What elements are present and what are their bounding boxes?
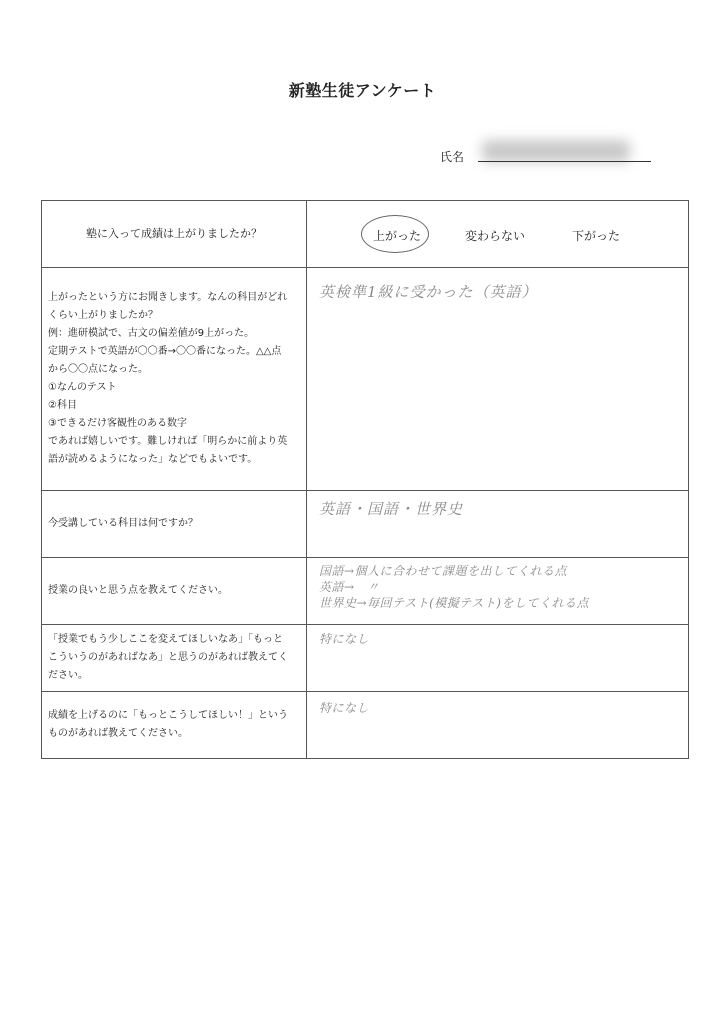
handwritten-answer: 特になし — [319, 701, 370, 715]
answer-current-subjects — [307, 491, 689, 558]
question-good-points: 授業の良いと思う点を教えてください。 — [42, 558, 307, 625]
answer-good-points — [307, 558, 689, 625]
choice-no-change[interactable]: 変わらない — [465, 229, 526, 243]
choice-went-up[interactable]: 上がった — [373, 229, 422, 243]
name-field-line — [478, 161, 651, 162]
question-grades-improved: 塾に入って成績は上がりましたか？ — [42, 201, 307, 268]
survey-row-changes — [42, 625, 689, 692]
choice-went-down[interactable]: 下がった — [572, 229, 621, 243]
survey-row-subjects — [42, 491, 689, 558]
name-label: 氏名 — [440, 150, 465, 164]
survey-row-requests — [42, 692, 689, 759]
survey-row-good-points — [42, 558, 689, 625]
survey-row-details — [42, 268, 689, 491]
question-desired-changes: 「授業でもう少しここを変えてほしいなあ」「もっと こういうのがあればなあ」と思うのがあれば教えてく ださい。 — [42, 625, 307, 692]
handwritten-answer: 英検準1級に受かった（英語） — [319, 283, 538, 301]
survey-row-grades — [42, 201, 689, 268]
handwritten-answer: 特になし — [319, 632, 370, 646]
question-improvement-requests: 成績を上げるのに「もっとこうしてほしい！」という ものがあれば教えてください。 — [42, 692, 307, 759]
question-current-subjects: 今受講している科目は何ですか？ — [42, 491, 307, 558]
redacted-name — [482, 140, 630, 162]
answer-choices — [307, 201, 689, 268]
answer-improvement-requests — [307, 692, 689, 759]
answer-desired-changes — [307, 625, 689, 692]
page-title: 新塾生徒アンケート — [288, 81, 437, 100]
survey-table — [41, 200, 689, 759]
answer-improvement-details — [307, 268, 689, 491]
handwritten-answer: 英語・国語・世界史 — [319, 500, 464, 518]
handwritten-answer: 国語→個人に合わせて課題を出してくれる点 英語→ 〃 世界史→毎回テスト(模擬テスト)をしてくれる点 — [319, 564, 589, 610]
question-improvement-details: 上がったという方にお聞きします。なんの科目がどれ くらい上がりましたか？ 例：進研模試で、古文の偏差値が9上がった。 定期テストで英語が〇〇番→〇〇番になった。△△点 から〇〇点になった。 ①なんのテスト ②科目 ③できるだけ客観性のある数字 であれば嬉しいです。難しければ「明らかに前より英 語が読めるようになった」などでもよいです。 — [42, 268, 307, 491]
